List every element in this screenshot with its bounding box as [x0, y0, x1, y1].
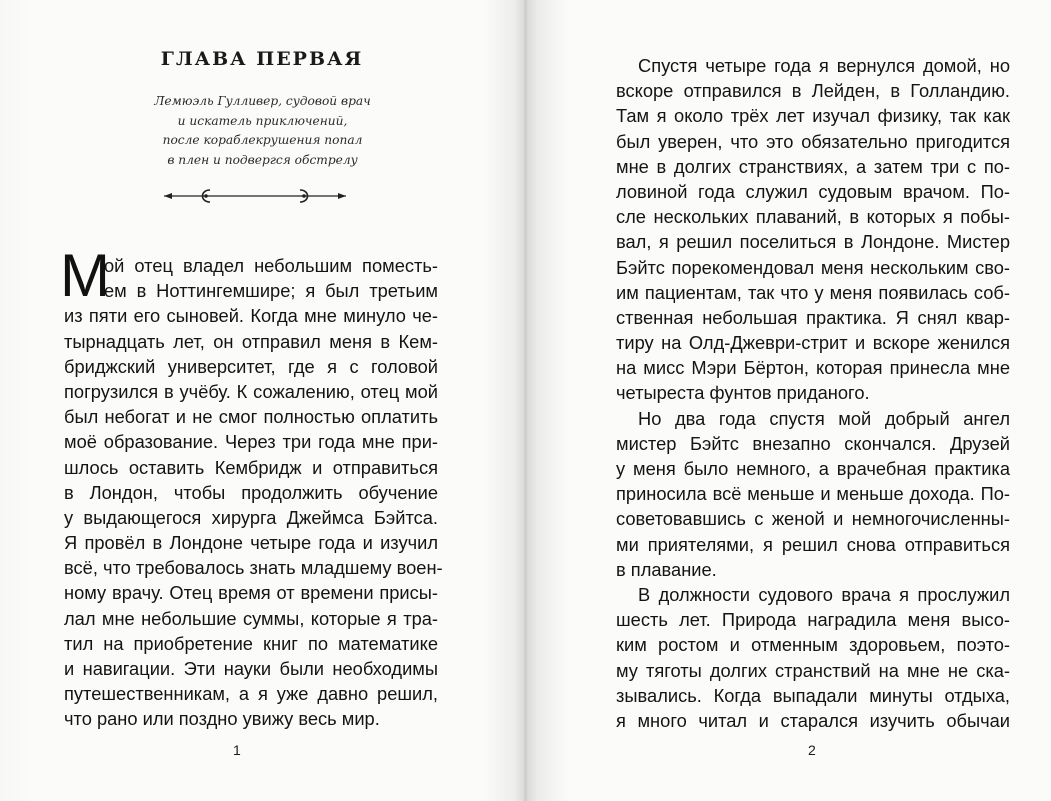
text-line: им пациентам, так что у меня появилась соб- [616, 281, 1010, 303]
text-line: у меня было немного, а врачебная практика [616, 458, 1010, 479]
right-body-text [616, 53, 1010, 733]
text-line: вскоре отправился в Лейден, в Голландию. [616, 80, 1010, 102]
drop-cap: М [60, 242, 110, 309]
text-line: мне в долгих странствиях, а затем три с по- [616, 155, 1010, 177]
text-line: ми приятелями, я решил снова отправиться [616, 533, 1010, 555]
text-line: бриджский университет, где я с головой [64, 355, 438, 377]
text-line: приносила всё меньше и меньше дохода. По- [616, 483, 1010, 505]
text-line: из пяти его сыновей. Когда мне минуло че- [64, 305, 438, 327]
text-line: был уверен, что это обязательно пригодится [616, 130, 1010, 152]
ornament-divider-icon [160, 186, 350, 206]
text-line: я много читал и старался изучить обычаи [616, 709, 1010, 731]
text-line: мистер Бэйтс внезапно скончался. Друзей [616, 432, 1010, 454]
text-line: советовавшись с женой и немногочисленны- [616, 508, 1010, 530]
text-line: у выдающегося хирурга Джеймса Бэйтса. [64, 506, 438, 528]
text-line: вал, я решил поселиться в Лондоне. Мистер [616, 231, 1010, 253]
text-line: ственная небольшая практика. Я снял квар- [616, 306, 1010, 328]
text-line: что рано или поздно увижу весь мир. [64, 708, 380, 730]
text-line: зывались. Когда выпадали минуты отдыха, [616, 684, 1010, 706]
left-page [0, 0, 524, 801]
text-line: шесть лет. Природа наградила меня высо- [616, 609, 1010, 631]
text-line: четыреста фунтов приданого. [616, 382, 870, 404]
text-line: ловиной года служил судовым врачом. По- [616, 180, 1010, 202]
text-line: всё, что требовалось знать младшему воен- [64, 557, 443, 579]
text-line: лал мне небольшие суммы, которые я тра- [64, 607, 438, 629]
chapter-subtitle [90, 92, 435, 171]
text-line: тырнадцать лет, он отправил меня в Кем- [64, 330, 438, 352]
text-line: в Лондон, чтобы продолжить обучение [64, 481, 438, 503]
text-line: моё образование. Через три года мне при- [64, 431, 438, 453]
text-line: был небогат и не смог полностью оплатить [64, 406, 438, 428]
text-line: путешественникам, а я уже давно решил, [64, 683, 438, 705]
page-number-left: 1 [233, 742, 241, 758]
text-line: на мисс Мэри Бёртон, которая принесла мне [616, 357, 1010, 379]
page-number-right: 2 [808, 742, 816, 758]
subtitle-line: в плен и подвергся обстрелу [167, 153, 358, 168]
text-line: ким ростом и отменным здоровьем, поэто- [616, 634, 1010, 656]
text-line: погрузился в учёбу. К сожалению, отец мой [64, 380, 438, 402]
subtitle-line: Лемюэль Гулливер, судовой врач [154, 94, 371, 108]
text-line: Но два года спустя мой добрый ангел [638, 407, 1010, 429]
text-line: Я провёл в Лондоне четыре года и изучил [64, 532, 438, 554]
text-line: и навигации. Эти науки были необходимы [64, 658, 438, 679]
text-line: В должности судового врача я прослужил [638, 583, 1010, 605]
text-line: ному врачу. Отец время от времени присы- [64, 582, 438, 604]
subtitle-line: и искатель приключений, [177, 113, 348, 128]
text-line: в плавание. [616, 558, 717, 580]
text-line: сле нескольких плаваний, в которых я побы- [616, 206, 1010, 228]
text-line: тил на приобретение книг по математике [64, 632, 438, 654]
text-line: Там я около трёх лет изучал физику, так как [616, 105, 1010, 127]
text-line: Бэйтс порекомендовал меня нескольким сво- [616, 256, 1010, 278]
text-line: му тяготы долгих странствий на мне не ска- [616, 659, 1010, 681]
text-line: шлось оставить Кембридж и отправиться [64, 456, 438, 478]
text-line: Спустя четыре года я вернулся домой, но [638, 55, 1010, 76]
subtitle-line: после кораблекрушения попал [162, 133, 363, 148]
text-line: ой отец владел небольшим поместь- [104, 255, 438, 276]
text-line: тиру на Олд-Джеври-стрит и вскоре женился [616, 332, 1010, 354]
chapter-title: ГЛАВА ПЕРВАЯ [160, 48, 364, 70]
left-body-text [64, 253, 443, 732]
text-line: ем в Ноттингемшире; я был третьим [104, 280, 438, 302]
